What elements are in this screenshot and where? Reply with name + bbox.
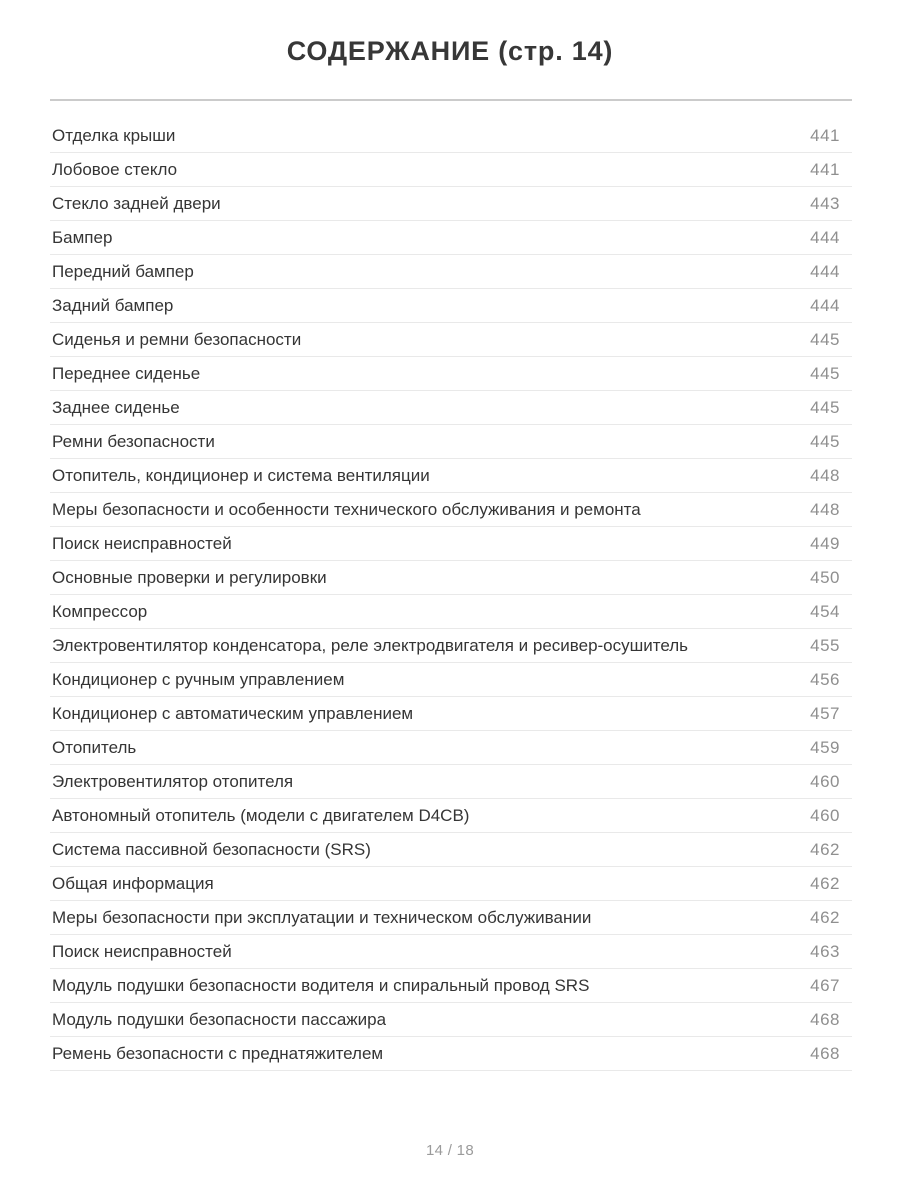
toc-entry-label: Меры безопасности при эксплуатации и техническом обслуживании <box>52 907 592 927</box>
toc-entry-label: Модуль подушки безопасности водителя и спиральный провод SRS <box>52 975 590 995</box>
toc-entry-page-number: 445 <box>810 363 840 383</box>
toc-entry-page-number: 459 <box>810 737 840 757</box>
toc-entry-page-number: 448 <box>810 499 840 519</box>
toc-row <box>50 867 852 901</box>
toc-row <box>50 799 852 833</box>
toc-entry-page-number: 444 <box>810 261 840 281</box>
toc-entry-label: Бампер <box>52 227 113 247</box>
toc-entry-label: Передний бампер <box>52 261 194 281</box>
toc-row <box>50 289 852 323</box>
toc-entry-label: Электровентилятор отопителя <box>52 771 294 791</box>
toc-entry-page-number: 454 <box>810 601 840 621</box>
toc-row <box>50 493 852 527</box>
toc-entry-label: Отопитель <box>52 737 137 757</box>
toc-entry-page-number: 460 <box>810 771 840 791</box>
toc-row <box>50 561 852 595</box>
toc-entry-label: Стекло задней двери <box>52 193 221 213</box>
toc-entry-page-number: 462 <box>810 873 840 893</box>
toc-row <box>50 765 852 799</box>
toc-entry-label: Кондиционер с автоматическим управлением <box>52 703 414 723</box>
toc-row <box>50 153 852 187</box>
toc-entry-label: Ремень безопасности с преднатяжителем <box>52 1043 384 1063</box>
page-title: СОДЕРЖАНИЕ (стр. 14) <box>286 36 614 66</box>
toc-row <box>50 731 852 765</box>
toc-entry-page-number: 460 <box>810 805 840 825</box>
toc-entry-page-number: 444 <box>810 227 840 247</box>
toc-entry-label: Поиск неисправностей <box>52 941 232 961</box>
toc-entry-label: Электровентилятор конденсатора, реле электродвигателя и ресивер-осушитель <box>52 635 689 655</box>
toc-row <box>50 629 852 663</box>
toc-row <box>50 527 852 561</box>
toc-row <box>50 1037 852 1071</box>
toc-entry-page-number: 448 <box>810 465 840 485</box>
toc-entry-page-number: 445 <box>810 431 840 451</box>
toc-entry-page-number: 463 <box>810 941 840 961</box>
toc-row <box>50 1003 852 1037</box>
toc-row <box>50 697 852 731</box>
toc-entry-page-number: 449 <box>810 533 840 553</box>
toc-entry-label: Отделка крыши <box>52 125 176 145</box>
toc-row <box>50 391 852 425</box>
toc-entry-page-number: 456 <box>810 669 840 689</box>
toc-entry-label: Кондиционер с ручным управлением <box>52 669 345 689</box>
toc-row <box>50 119 852 153</box>
toc-entry-label: Компрессор <box>52 601 148 621</box>
toc-list <box>50 119 852 1071</box>
toc-entry-label: Система пассивной безопасности (SRS) <box>52 839 371 859</box>
toc-entry-page-number: 468 <box>810 1009 840 1029</box>
toc-entry-page-number: 455 <box>810 635 840 655</box>
toc-row <box>50 187 852 221</box>
toc-entry-page-number: 444 <box>810 295 840 315</box>
toc-entry-page-number: 445 <box>810 329 840 349</box>
toc-entry-page-number: 468 <box>810 1043 840 1063</box>
toc-entry-label: Общая информация <box>52 873 214 893</box>
toc-entry-page-number: 457 <box>810 703 840 723</box>
toc-row <box>50 901 852 935</box>
toc-row <box>50 969 852 1003</box>
toc-row <box>50 425 852 459</box>
toc-entry-label: Сиденья и ремни безопасности <box>52 329 302 349</box>
toc-entry-label: Поиск неисправностей <box>52 533 232 553</box>
toc-entry-page-number: 467 <box>810 975 840 995</box>
toc-row <box>50 833 852 867</box>
toc-entry-page-number: 462 <box>810 907 840 927</box>
toc-entry-page-number: 462 <box>810 839 840 859</box>
toc-entry-label: Модуль подушки безопасности пассажира <box>52 1009 387 1029</box>
page-indicator: 14 / 18 <box>426 1142 474 1159</box>
toc-row <box>50 357 852 391</box>
toc-entry-page-number: 441 <box>810 159 840 179</box>
toc-entry-page-number: 443 <box>810 193 840 213</box>
toc-row <box>50 935 852 969</box>
title-divider <box>50 99 852 101</box>
toc-entry-label: Лобовое стекло <box>52 159 178 179</box>
toc-entry-page-number: 445 <box>810 397 840 417</box>
toc-row <box>50 459 852 493</box>
toc-row <box>50 221 852 255</box>
toc-entry-label: Ремни безопасности <box>52 431 215 451</box>
toc-row <box>50 663 852 697</box>
toc-entry-label: Основные проверки и регулировки <box>52 567 327 587</box>
toc-row <box>50 255 852 289</box>
toc-entry-label: Переднее сиденье <box>52 363 201 383</box>
toc-entry-label: Задний бампер <box>52 295 174 315</box>
toc-entry-label: Отопитель, кондиционер и система вентиляции <box>52 465 430 485</box>
toc-row <box>50 595 852 629</box>
toc-entry-label: Заднее сиденье <box>52 397 180 417</box>
toc-entry-label: Автономный отопитель (модели с двигателем D4CB) <box>52 805 470 825</box>
toc-row <box>50 323 852 357</box>
toc-entry-label: Меры безопасности и особенности технического обслуживания и ремонта <box>52 499 641 519</box>
toc-entry-page-number: 450 <box>810 567 840 587</box>
toc-entry-page-number: 441 <box>810 125 840 145</box>
